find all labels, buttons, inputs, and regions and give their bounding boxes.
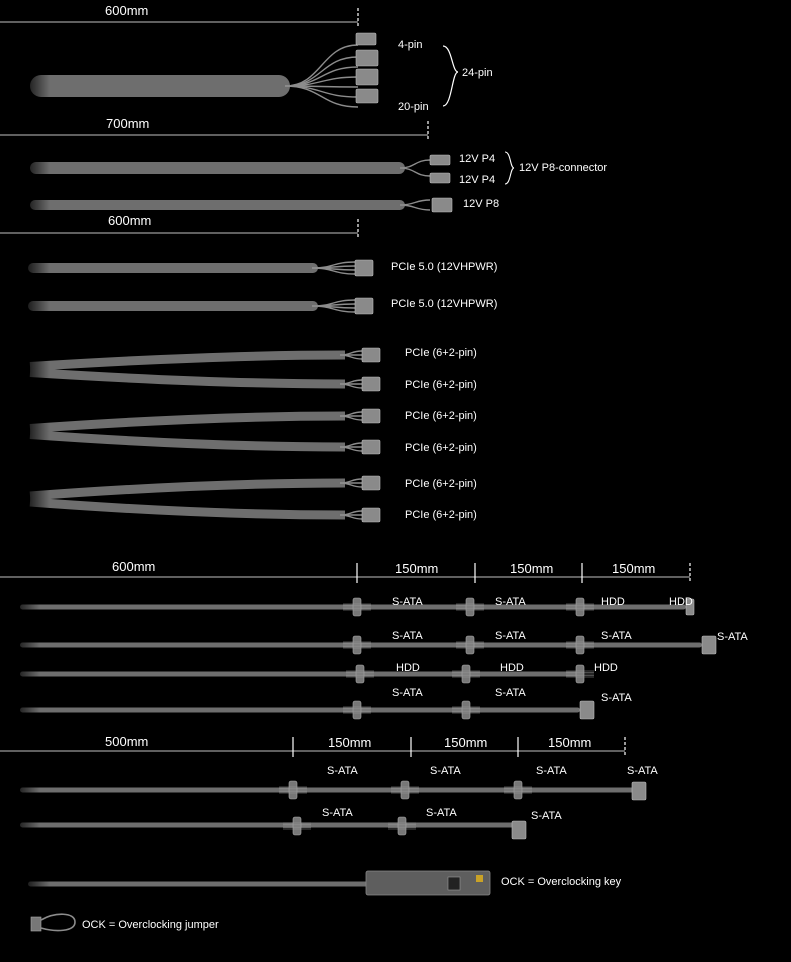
connector-label: S-ATA bbox=[601, 692, 632, 704]
pcie-6plus2-plug bbox=[362, 409, 380, 423]
sata-plug bbox=[512, 821, 526, 839]
connector-label: S-ATA bbox=[322, 807, 353, 819]
connector-label: S-ATA bbox=[495, 687, 526, 699]
pcie-6plus2-plug bbox=[362, 348, 380, 362]
ock-led bbox=[476, 875, 483, 882]
mainboard-20pin-plug bbox=[356, 50, 378, 66]
ock-switch bbox=[448, 877, 460, 890]
connector-label: S-ATA bbox=[392, 630, 423, 642]
pcie-pair-label: PCIe (6+2-pin) bbox=[405, 442, 477, 454]
mainboard-cable bbox=[30, 75, 290, 97]
pcie-6plus2-plug bbox=[362, 377, 380, 391]
pcie-pair-label: PCIe (6+2-pin) bbox=[405, 347, 477, 359]
connector-label: HDD bbox=[594, 662, 618, 674]
peripheral2-segment-label: 150mm bbox=[328, 735, 372, 750]
peripheral-cable bbox=[20, 788, 635, 793]
mainboard-4pin-plug bbox=[356, 33, 376, 45]
mainboard-4pin-label: 4-pin bbox=[398, 39, 423, 51]
jumper-loop-icon bbox=[41, 914, 75, 930]
peripheral-cable bbox=[20, 672, 580, 677]
ock-key-label: OCK = Overclocking key bbox=[501, 876, 622, 888]
cpu-length-label: 700mm bbox=[106, 116, 150, 131]
mainboard-20pin-plug bbox=[356, 89, 378, 103]
cpu-cable bbox=[30, 162, 405, 174]
mainboard-wire bbox=[285, 45, 358, 86]
peripheral2-segment-label: 150mm bbox=[548, 735, 592, 750]
connector-label: S-ATA bbox=[392, 687, 423, 699]
pcie-length-label: 600mm bbox=[108, 213, 152, 228]
ock-jumper-label: OCK = Overclocking jumper bbox=[82, 919, 219, 931]
cpu-p8-cable bbox=[30, 200, 405, 210]
brace bbox=[505, 152, 514, 184]
peripheral-cable bbox=[20, 823, 515, 828]
sata-plug bbox=[580, 701, 594, 719]
pcie-cable bbox=[30, 435, 345, 448]
brace bbox=[443, 46, 458, 106]
cpu-wire bbox=[400, 205, 430, 210]
connector-label: S-ATA bbox=[601, 630, 632, 642]
connector-label: HDD bbox=[396, 662, 420, 674]
pcie-cable bbox=[30, 355, 345, 367]
connector-label: HDD bbox=[601, 596, 625, 608]
pcie-6plus2-plug bbox=[362, 476, 380, 490]
mainboard-24pin-label: 24-pin bbox=[462, 67, 493, 79]
cable-fade bbox=[20, 70, 50, 102]
cable-fade bbox=[20, 155, 50, 215]
mainboard-length-label: 600mm bbox=[105, 3, 149, 18]
connector-label: S-ATA bbox=[531, 810, 562, 822]
cable-fade bbox=[10, 775, 40, 835]
pcie-pair-label: PCIe (6+2-pin) bbox=[405, 509, 477, 521]
cpu-p4b-label: 12V P4 bbox=[459, 174, 496, 186]
cpu-p4a-label: 12V P4 bbox=[459, 153, 496, 165]
pcie-6plus2-plug bbox=[362, 508, 380, 522]
pcie-hpwr-plug bbox=[355, 298, 373, 314]
cpu-p8-plug bbox=[432, 198, 452, 212]
connector-label: S-ATA bbox=[327, 765, 358, 777]
pcie-cable bbox=[30, 416, 345, 429]
cable-fade bbox=[20, 876, 50, 892]
pcie-cable bbox=[30, 373, 345, 385]
cpu-wire bbox=[400, 200, 430, 205]
connector-label: S-ATA bbox=[430, 765, 461, 777]
connector-label: HDD bbox=[500, 662, 524, 674]
pcie-pair-label: PCIe (6+2-pin) bbox=[405, 478, 477, 490]
cable-fade bbox=[10, 595, 40, 720]
sata-plug bbox=[702, 636, 716, 654]
connector-label: HDD bbox=[669, 596, 693, 608]
cpu-p4-plug bbox=[430, 173, 450, 183]
cable-fades bbox=[10, 70, 50, 892]
connector-label: S-ATA bbox=[717, 631, 748, 643]
sata-plug bbox=[632, 782, 646, 800]
ock-key bbox=[366, 871, 490, 895]
connector-label: S-ATA bbox=[536, 765, 567, 777]
peripheral-cable bbox=[20, 708, 580, 713]
cpu-p8-label: 12V P8 bbox=[463, 198, 500, 210]
cable-fade bbox=[20, 250, 50, 530]
pcie-hpwr-1-label: PCIe 5.0 (12VHPWR) bbox=[391, 261, 498, 273]
jumper-icon bbox=[31, 917, 41, 931]
peripheral1-segment-label: 150mm bbox=[612, 561, 656, 576]
pcie-6plus2-plug bbox=[362, 440, 380, 454]
peripheral1-length-label: 600mm bbox=[112, 559, 156, 574]
peripheral1-segment-label: 150mm bbox=[395, 561, 439, 576]
pcie-cable bbox=[30, 483, 345, 496]
pcie-pair-label: PCIe (6+2-pin) bbox=[405, 379, 477, 391]
ock-cable bbox=[28, 882, 370, 887]
connector-label: S-ATA bbox=[392, 596, 423, 608]
peripheral2-segment-label: 150mm bbox=[444, 735, 488, 750]
connector-label: S-ATA bbox=[495, 596, 526, 608]
mainboard-20pin-label: 20-pin bbox=[398, 101, 429, 113]
pcie-cable bbox=[30, 502, 345, 515]
peripheral2-length-label: 500mm bbox=[105, 734, 149, 749]
connector-label: S-ATA bbox=[627, 765, 658, 777]
mainboard-wire bbox=[285, 67, 358, 86]
pcie-pair-label: PCIe (6+2-pin) bbox=[405, 410, 477, 422]
connector-label: S-ATA bbox=[495, 630, 526, 642]
mainboard-20pin-plug bbox=[356, 69, 378, 85]
connector-label: S-ATA bbox=[426, 807, 457, 819]
cpu-p8-connector-label: 12V P8-connector bbox=[519, 162, 608, 174]
cpu-p4-plug bbox=[430, 155, 450, 165]
peripheral1-segment-label: 150mm bbox=[510, 561, 554, 576]
pcie-hpwr-cable bbox=[28, 301, 318, 311]
pcie-hpwr-2-label: PCIe 5.0 (12VHPWR) bbox=[391, 298, 498, 310]
pcie-hpwr-cable bbox=[28, 263, 318, 273]
pcie-hpwr-plug bbox=[355, 260, 373, 276]
